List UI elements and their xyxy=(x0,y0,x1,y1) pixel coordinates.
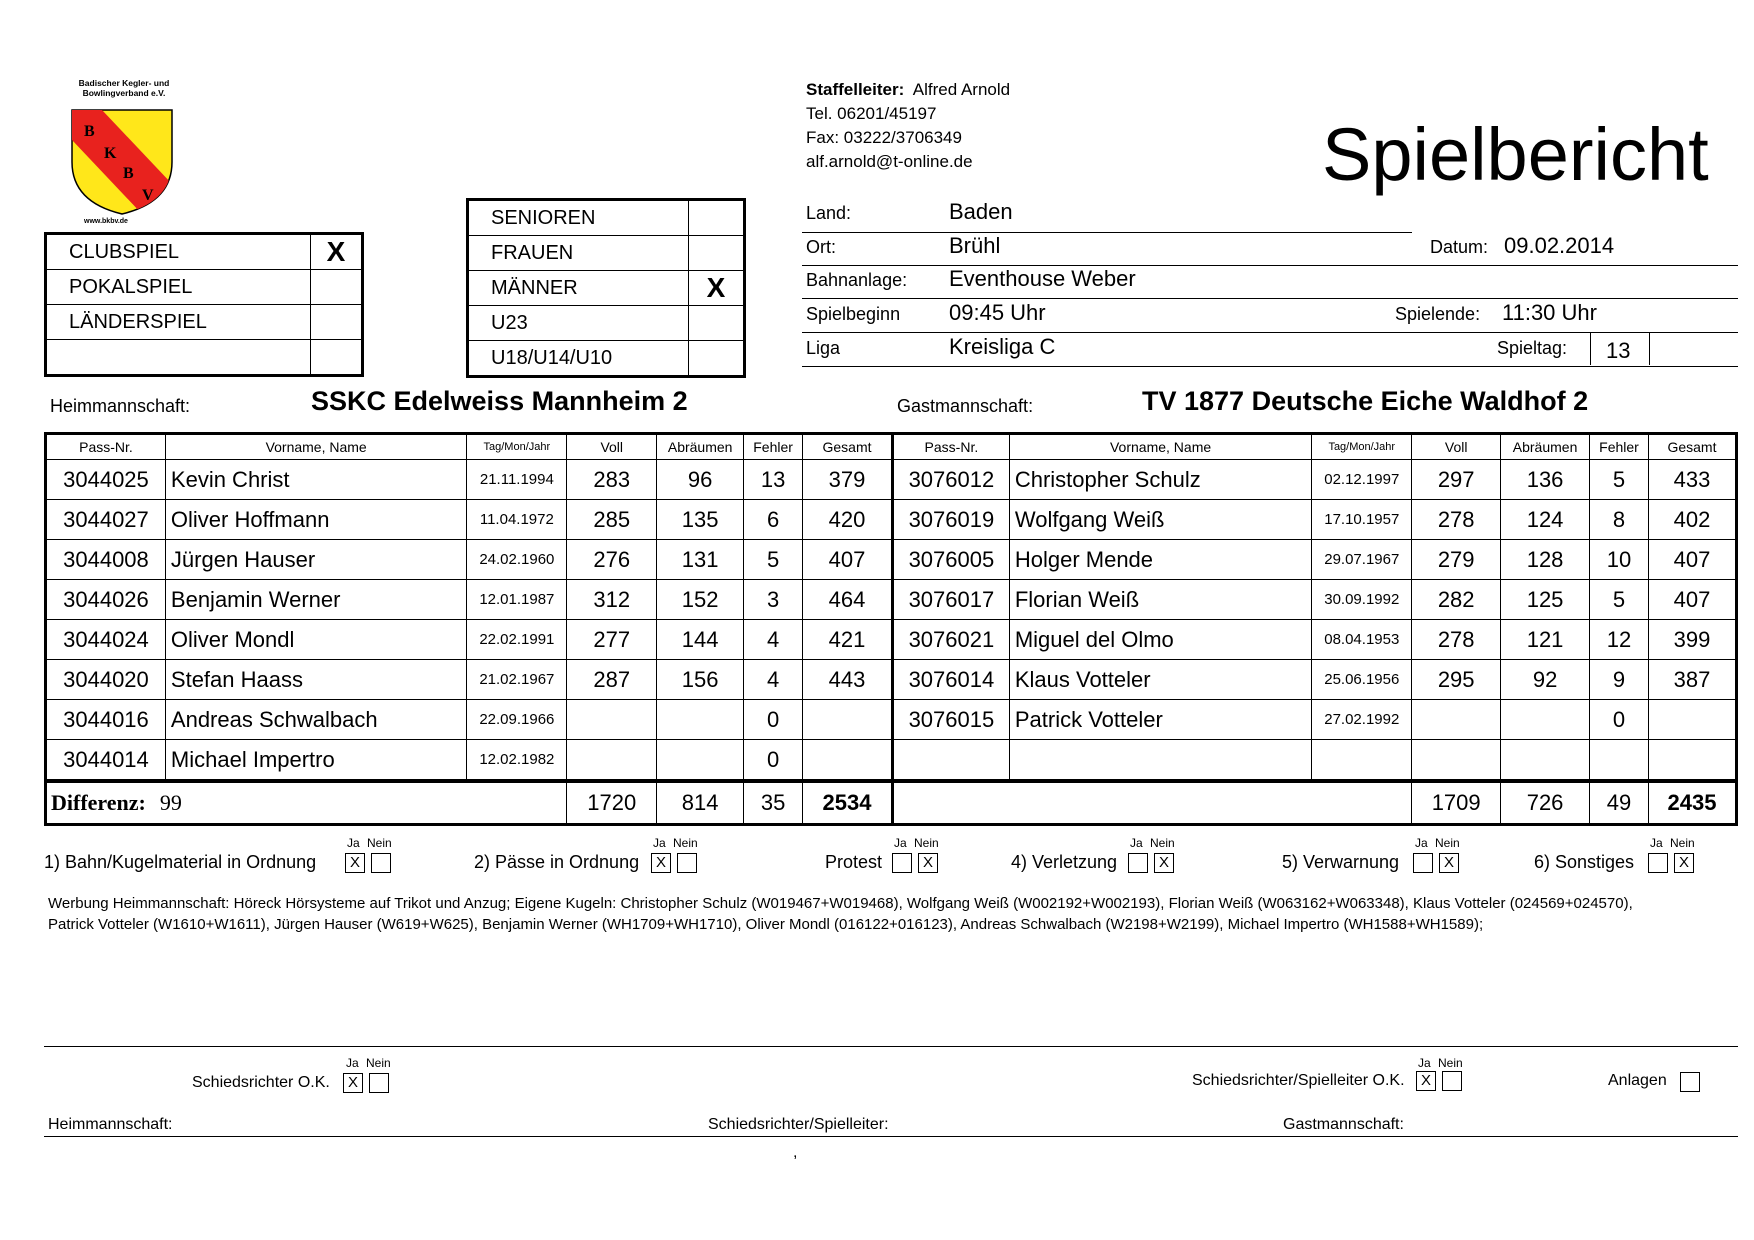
table-row xyxy=(46,540,1737,580)
staffelleiter-label: Staffelleiter: xyxy=(806,80,905,99)
differenz-label: Differenz: xyxy=(51,790,146,815)
check-nein-checkbox[interactable]: X xyxy=(1674,853,1694,873)
column-header: Abräumen xyxy=(657,434,744,460)
home-player-name: Jürgen Hauser xyxy=(165,540,466,580)
klasse-label: U18/U14/U10 xyxy=(468,341,689,377)
guest-gesamt: 399 xyxy=(1648,620,1736,660)
home-player-name: Kevin Christ xyxy=(165,460,466,500)
home-abraeumen: 144 xyxy=(657,620,744,660)
divider xyxy=(802,366,1738,367)
klasse-label: U23 xyxy=(468,306,689,341)
home-gesamt: 420 xyxy=(803,500,893,540)
check-ja-checkbox[interactable] xyxy=(1413,853,1433,873)
home-fehler: 4 xyxy=(744,620,803,660)
nein-label: Nein xyxy=(367,836,392,850)
guest-voll xyxy=(1412,700,1501,740)
table-header-row xyxy=(46,434,1737,460)
guest-birth-date: 08.04.1953 xyxy=(1312,620,1412,660)
column-header: Vorname, Name xyxy=(165,434,466,460)
ja-label: Ja xyxy=(653,836,666,850)
guest-fehler: 12 xyxy=(1590,620,1649,660)
column-header: Pass-Nr. xyxy=(892,434,1009,460)
home-total-voll: 1720 xyxy=(567,781,657,825)
guest-abraeumen xyxy=(1501,740,1590,782)
column-header: Gesamt xyxy=(803,434,893,460)
home-birth-date: 12.02.1982 xyxy=(467,740,567,782)
klasse-row xyxy=(468,271,745,306)
spielart-box xyxy=(44,232,364,377)
home-player-name: Michael Impertro xyxy=(165,740,466,782)
nein-label: Nein xyxy=(673,836,698,850)
home-total-gesamt: 2534 xyxy=(803,781,893,825)
bahnanlage-label: Bahnanlage: xyxy=(806,270,908,290)
check-nein-checkbox[interactable]: X xyxy=(918,853,938,873)
staffelleiter-block xyxy=(806,78,1010,174)
land-label: Land: xyxy=(806,203,852,223)
spielart-row xyxy=(46,234,363,270)
guest-gesamt: 433 xyxy=(1648,460,1736,500)
home-gesamt: 407 xyxy=(803,540,893,580)
guest-total-fehler: 49 xyxy=(1590,781,1649,825)
ort-value: Brühl xyxy=(949,233,1001,258)
logo-letter: K xyxy=(104,145,117,162)
ja-label: Ja xyxy=(1418,1056,1431,1070)
home-birth-date: 22.09.1966 xyxy=(467,700,567,740)
logo-letter: B xyxy=(84,123,95,140)
guest-player-name: Klaus Votteler xyxy=(1009,660,1311,700)
nein-label: Nein xyxy=(1670,836,1695,850)
table-row xyxy=(46,460,1737,500)
home-birth-date: 11.04.1972 xyxy=(467,500,567,540)
logo-letter: B xyxy=(123,165,134,182)
spielbeginn-label: Spielbeginn xyxy=(806,304,901,324)
column-header: Tag/Mon/Jahr xyxy=(1312,434,1412,460)
guest-pass-nr: 3076012 xyxy=(892,460,1009,500)
spielart-label xyxy=(46,340,311,376)
column-header: Tag/Mon/Jahr xyxy=(467,434,567,460)
klasse-mark[interactable] xyxy=(689,306,745,341)
spieltag-label: Spieltag: xyxy=(1497,338,1568,358)
bahnanlage-value: Eventhouse Weber xyxy=(949,266,1136,291)
guest-fehler: 8 xyxy=(1590,500,1649,540)
column-header: Abräumen xyxy=(1501,434,1590,460)
nein-label: Nein xyxy=(914,836,939,850)
guest-gesamt xyxy=(1648,700,1736,740)
home-abraeumen: 156 xyxy=(657,660,744,700)
ja-label: Ja xyxy=(1650,836,1663,850)
guest-gesamt: 407 xyxy=(1648,540,1736,580)
guest-abraeumen: 136 xyxy=(1501,460,1590,500)
nein-label: Nein xyxy=(1435,836,1460,850)
sign-gast-label: Gastmannschaft: xyxy=(1283,1116,1404,1133)
guest-voll: 278 xyxy=(1412,620,1501,660)
guest-birth-date xyxy=(1312,740,1412,782)
heim-team: SSKC Edelweiss Mannheim 2 xyxy=(311,386,688,416)
home-birth-date: 21.02.1967 xyxy=(467,660,567,700)
divider xyxy=(44,1136,1738,1137)
stray-comma: , xyxy=(793,1144,798,1161)
home-gesamt: 443 xyxy=(803,660,893,700)
home-birth-date: 22.02.1991 xyxy=(467,620,567,660)
home-abraeumen: 131 xyxy=(657,540,744,580)
home-gesamt: 421 xyxy=(803,620,893,660)
liga-value: Kreisliga C xyxy=(949,334,1056,359)
guest-player-name: Florian Weiß xyxy=(1009,580,1311,620)
home-fehler: 0 xyxy=(744,700,803,740)
klasse-mark[interactable] xyxy=(689,341,745,377)
guest-fehler: 5 xyxy=(1590,580,1649,620)
guest-player-name: Wolfgang Weiß xyxy=(1009,500,1311,540)
logo-text: Badischer Kegler- und Bowlingverband e.V. xyxy=(78,78,170,98)
home-voll: 285 xyxy=(567,500,657,540)
home-fehler: 5 xyxy=(744,540,803,580)
sr-sl-ok-label: Schiedsrichter/Spielleiter O.K. xyxy=(1192,1072,1405,1089)
guest-birth-date: 02.12.1997 xyxy=(1312,460,1412,500)
guest-total-gesamt: 2435 xyxy=(1648,781,1736,825)
home-player-name: Oliver Mondl xyxy=(165,620,466,660)
guest-gesamt: 407 xyxy=(1648,580,1736,620)
sign-heim-label: Heimmannschaft: xyxy=(48,1116,173,1133)
guest-birth-date: 17.10.1957 xyxy=(1312,500,1412,540)
home-abraeumen: 135 xyxy=(657,500,744,540)
score-table xyxy=(44,432,1738,826)
check-ja-checkbox[interactable] xyxy=(1128,853,1148,873)
datum-value: 09.02.2014 xyxy=(1504,233,1615,258)
klasse-mark[interactable] xyxy=(689,236,745,271)
check-label: 4) Verletzung xyxy=(1011,852,1118,872)
guest-player-name: Christopher Schulz xyxy=(1009,460,1311,500)
nein-label: Nein xyxy=(1150,836,1175,850)
spielbeginn-value: 09:45 Uhr xyxy=(949,300,1046,325)
home-voll: 277 xyxy=(567,620,657,660)
guest-pass-nr: 3076005 xyxy=(892,540,1009,580)
spielart-mark[interactable] xyxy=(311,270,363,305)
anlagen-label: Anlagen xyxy=(1608,1072,1667,1089)
home-player-name: Oliver Hoffmann xyxy=(165,500,466,540)
klasse-row xyxy=(468,200,745,236)
check-label: 1) Bahn/Kugelmaterial in Ordnung xyxy=(44,852,317,872)
sr-sl-ok-ja-checkbox[interactable]: X xyxy=(1416,1071,1436,1091)
table-row xyxy=(46,700,1737,740)
guest-player-name: Holger Mende xyxy=(1009,540,1311,580)
guest-voll: 295 xyxy=(1412,660,1501,700)
home-voll: 312 xyxy=(567,580,657,620)
home-fehler: 13 xyxy=(744,460,803,500)
ja-label: Ja xyxy=(1415,836,1428,850)
home-total-fehler: 35 xyxy=(744,781,803,825)
divider xyxy=(802,232,1412,233)
home-player-name: Stefan Haass xyxy=(165,660,466,700)
shield-icon xyxy=(68,106,178,218)
ja-label: Ja xyxy=(346,1056,359,1070)
guest-birth-date: 25.06.1956 xyxy=(1312,660,1412,700)
home-pass-nr: 3044024 xyxy=(46,620,166,660)
home-voll xyxy=(567,740,657,782)
klasse-row xyxy=(468,236,745,271)
column-header: Pass-Nr. xyxy=(46,434,166,460)
table-row xyxy=(46,620,1737,660)
guest-pass-nr: 3076019 xyxy=(892,500,1009,540)
home-fehler: 0 xyxy=(744,740,803,782)
guest-fehler: 0 xyxy=(1590,700,1649,740)
home-total-abraeumen: 814 xyxy=(657,781,744,825)
spielart-label: CLUBSPIEL xyxy=(46,234,311,270)
guest-voll: 297 xyxy=(1412,460,1501,500)
home-voll: 276 xyxy=(567,540,657,580)
guest-abraeumen: 128 xyxy=(1501,540,1590,580)
divider xyxy=(802,298,1738,299)
home-pass-nr: 3044025 xyxy=(46,460,166,500)
heim-label: Heimmannschaft: xyxy=(50,396,191,416)
gast-team: TV 1877 Deutsche Eiche Waldhof 2 xyxy=(1142,386,1589,416)
klasse-mark[interactable]: X xyxy=(689,271,745,306)
divider xyxy=(44,1046,1738,1047)
guest-abraeumen: 124 xyxy=(1501,500,1590,540)
guest-pass-nr: 3076021 xyxy=(892,620,1009,660)
spielende-value: 11:30 Uhr xyxy=(1502,300,1597,325)
check-ja-checkbox[interactable] xyxy=(892,853,912,873)
ort-label: Ort: xyxy=(806,237,836,257)
check-ja-checkbox[interactable]: X xyxy=(651,853,671,873)
spielart-mark[interactable]: X xyxy=(311,234,363,270)
guest-pass-nr: 3076014 xyxy=(892,660,1009,700)
gast-label: Gastmannschaft: xyxy=(897,396,1034,416)
spielart-label: LÄNDERSPIEL xyxy=(46,305,311,340)
logo-letter: V xyxy=(142,187,154,204)
spielart-mark[interactable] xyxy=(311,340,363,376)
klasse-label: MÄNNER xyxy=(468,271,689,306)
home-pass-nr: 3044020 xyxy=(46,660,166,700)
check-nein-checkbox[interactable] xyxy=(677,853,697,873)
divider xyxy=(802,265,1738,266)
table-row xyxy=(46,660,1737,700)
home-pass-nr: 3044008 xyxy=(46,540,166,580)
bkbv-logo xyxy=(64,78,184,228)
guest-voll: 282 xyxy=(1412,580,1501,620)
klasse-box xyxy=(466,198,746,378)
spielart-row xyxy=(46,270,363,305)
check-nein-checkbox[interactable]: X xyxy=(1439,853,1459,873)
table-row xyxy=(46,500,1737,540)
home-player-name: Andreas Schwalbach xyxy=(165,700,466,740)
home-voll: 287 xyxy=(567,660,657,700)
guest-voll xyxy=(1412,740,1501,782)
home-birth-date: 21.11.1994 xyxy=(467,460,567,500)
spieltag-value: 13 xyxy=(1606,338,1631,363)
guest-fehler: 5 xyxy=(1590,460,1649,500)
check-ja-checkbox[interactable] xyxy=(1648,853,1668,873)
guest-birth-date: 29.07.1967 xyxy=(1312,540,1412,580)
guest-birth-date: 27.02.1992 xyxy=(1312,700,1412,740)
staffelleiter-tel: Tel. 06201/45197 xyxy=(806,104,937,123)
home-gesamt: 379 xyxy=(803,460,893,500)
check-ja-checkbox[interactable]: X xyxy=(345,853,365,873)
guest-fehler xyxy=(1590,740,1649,782)
guest-player-name xyxy=(1009,740,1311,782)
home-fehler: 6 xyxy=(744,500,803,540)
klasse-label: FRAUEN xyxy=(468,236,689,271)
spielende-label: Spielende: xyxy=(1395,304,1481,324)
check-label: 2) Pässe in Ordnung xyxy=(474,852,640,872)
home-pass-nr: 3044026 xyxy=(46,580,166,620)
klasse-label: SENIOREN xyxy=(468,200,689,236)
check-label: 5) Verwarnung xyxy=(1282,852,1400,872)
guest-player-name: Patrick Votteler xyxy=(1009,700,1311,740)
guest-fehler: 9 xyxy=(1590,660,1649,700)
sr-sl-ok-nein-checkbox[interactable] xyxy=(1442,1071,1462,1091)
guest-pass-nr xyxy=(892,740,1009,782)
klasse-mark[interactable] xyxy=(689,200,745,236)
logo-url: www.bkbv.de xyxy=(84,218,128,225)
home-voll: 283 xyxy=(567,460,657,500)
land-value: Baden xyxy=(949,199,1013,224)
nein-label: Nein xyxy=(366,1056,391,1070)
home-fehler: 3 xyxy=(744,580,803,620)
home-pass-nr: 3044016 xyxy=(46,700,166,740)
home-pass-nr: 3044014 xyxy=(46,740,166,782)
check-nein-checkbox[interactable]: X xyxy=(1154,853,1174,873)
klasse-row xyxy=(468,306,745,341)
werbung-text: Werbung Heimmannschaft: Höreck Hörsysteme auf Trikot und Anzug; Eigene Kugeln: Christopher Schulz (W019467+W019468), Wolfgang Weiß (W002192+W002193), Florian Weiß (W063162+W063348), Klaus Votteler (024569+024570), Patrick Votteler (W1610+W1611), Jürgen Hauser (W619+W625), Benjamin Werner (WH1709+WH1710), Oliver Mondl (016122+016123), Andreas Schwalbach (W2198+W2199), Michael Impertro (WH1588+WH1589); xyxy=(48,895,1633,933)
differenz-value: 99 xyxy=(159,790,182,815)
spielart-label: POKALSPIEL xyxy=(46,270,311,305)
guest-player-name: Miguel del Olmo xyxy=(1009,620,1311,660)
check-label: 6) Sonstiges xyxy=(1534,852,1635,872)
guest-birth-date: 30.09.1992 xyxy=(1312,580,1412,620)
spielart-row xyxy=(46,340,363,376)
sr-ok-nein-checkbox[interactable] xyxy=(369,1073,389,1093)
guest-fehler: 10 xyxy=(1590,540,1649,580)
home-abraeumen xyxy=(657,700,744,740)
home-pass-nr: 3044027 xyxy=(46,500,166,540)
guest-total-abraeumen: 726 xyxy=(1501,781,1590,825)
guest-voll: 278 xyxy=(1412,500,1501,540)
page-title: Spielbericht xyxy=(1322,113,1709,196)
column-header: Fehler xyxy=(744,434,803,460)
guest-total-voll: 1709 xyxy=(1412,781,1501,825)
home-voll xyxy=(567,700,657,740)
check-label: Protest xyxy=(825,852,883,872)
klasse-row xyxy=(468,341,745,377)
guest-abraeumen: 125 xyxy=(1501,580,1590,620)
nein-label: Nein xyxy=(1438,1056,1463,1070)
guest-abraeumen xyxy=(1501,700,1590,740)
guest-gesamt xyxy=(1648,740,1736,782)
home-abraeumen: 96 xyxy=(657,460,744,500)
guest-pass-nr: 3076017 xyxy=(892,580,1009,620)
column-header: Fehler xyxy=(1590,434,1649,460)
guest-abraeumen: 92 xyxy=(1501,660,1590,700)
spielart-row xyxy=(46,305,363,340)
home-player-name: Benjamin Werner xyxy=(165,580,466,620)
home-abraeumen xyxy=(657,740,744,782)
home-abraeumen: 152 xyxy=(657,580,744,620)
sr-ok-ja-checkbox[interactable]: X xyxy=(343,1073,363,1093)
check-nein-checkbox[interactable] xyxy=(371,853,391,873)
guest-gesamt: 387 xyxy=(1648,660,1736,700)
staffelleiter-name: Alfred Arnold xyxy=(912,80,1011,99)
home-gesamt xyxy=(803,700,893,740)
guest-abraeumen: 121 xyxy=(1501,620,1590,660)
sr-ok-label: Schiedsrichter O.K. xyxy=(192,1074,330,1091)
home-gesamt xyxy=(803,740,893,782)
column-header: Voll xyxy=(567,434,657,460)
ja-label: Ja xyxy=(1130,836,1143,850)
liga-label: Liga xyxy=(806,338,841,358)
column-header: Gesamt xyxy=(1648,434,1736,460)
sign-srsl-label: Schiedsrichter/Spielleiter: xyxy=(708,1116,889,1133)
home-gesamt: 464 xyxy=(803,580,893,620)
staffelleiter-fax: Fax: 03222/3706349 xyxy=(806,128,962,147)
home-birth-date: 12.01.1987 xyxy=(467,580,567,620)
home-birth-date: 24.02.1960 xyxy=(467,540,567,580)
home-fehler: 4 xyxy=(744,660,803,700)
staffelleiter-email[interactable]: alf.arnold@t-online.de xyxy=(806,152,973,171)
ja-label: Ja xyxy=(894,836,907,850)
column-header: Voll xyxy=(1412,434,1501,460)
anlagen-checkbox[interactable] xyxy=(1680,1072,1700,1092)
table-row xyxy=(46,740,1737,782)
column-header: Vorname, Name xyxy=(1009,434,1311,460)
table-row xyxy=(46,580,1737,620)
spielart-mark[interactable] xyxy=(311,305,363,340)
guest-voll: 279 xyxy=(1412,540,1501,580)
datum-label: Datum: xyxy=(1430,237,1489,257)
guest-pass-nr: 3076015 xyxy=(892,700,1009,740)
ja-label: Ja xyxy=(347,836,360,850)
guest-gesamt: 402 xyxy=(1648,500,1736,540)
totals-row xyxy=(46,781,1737,825)
